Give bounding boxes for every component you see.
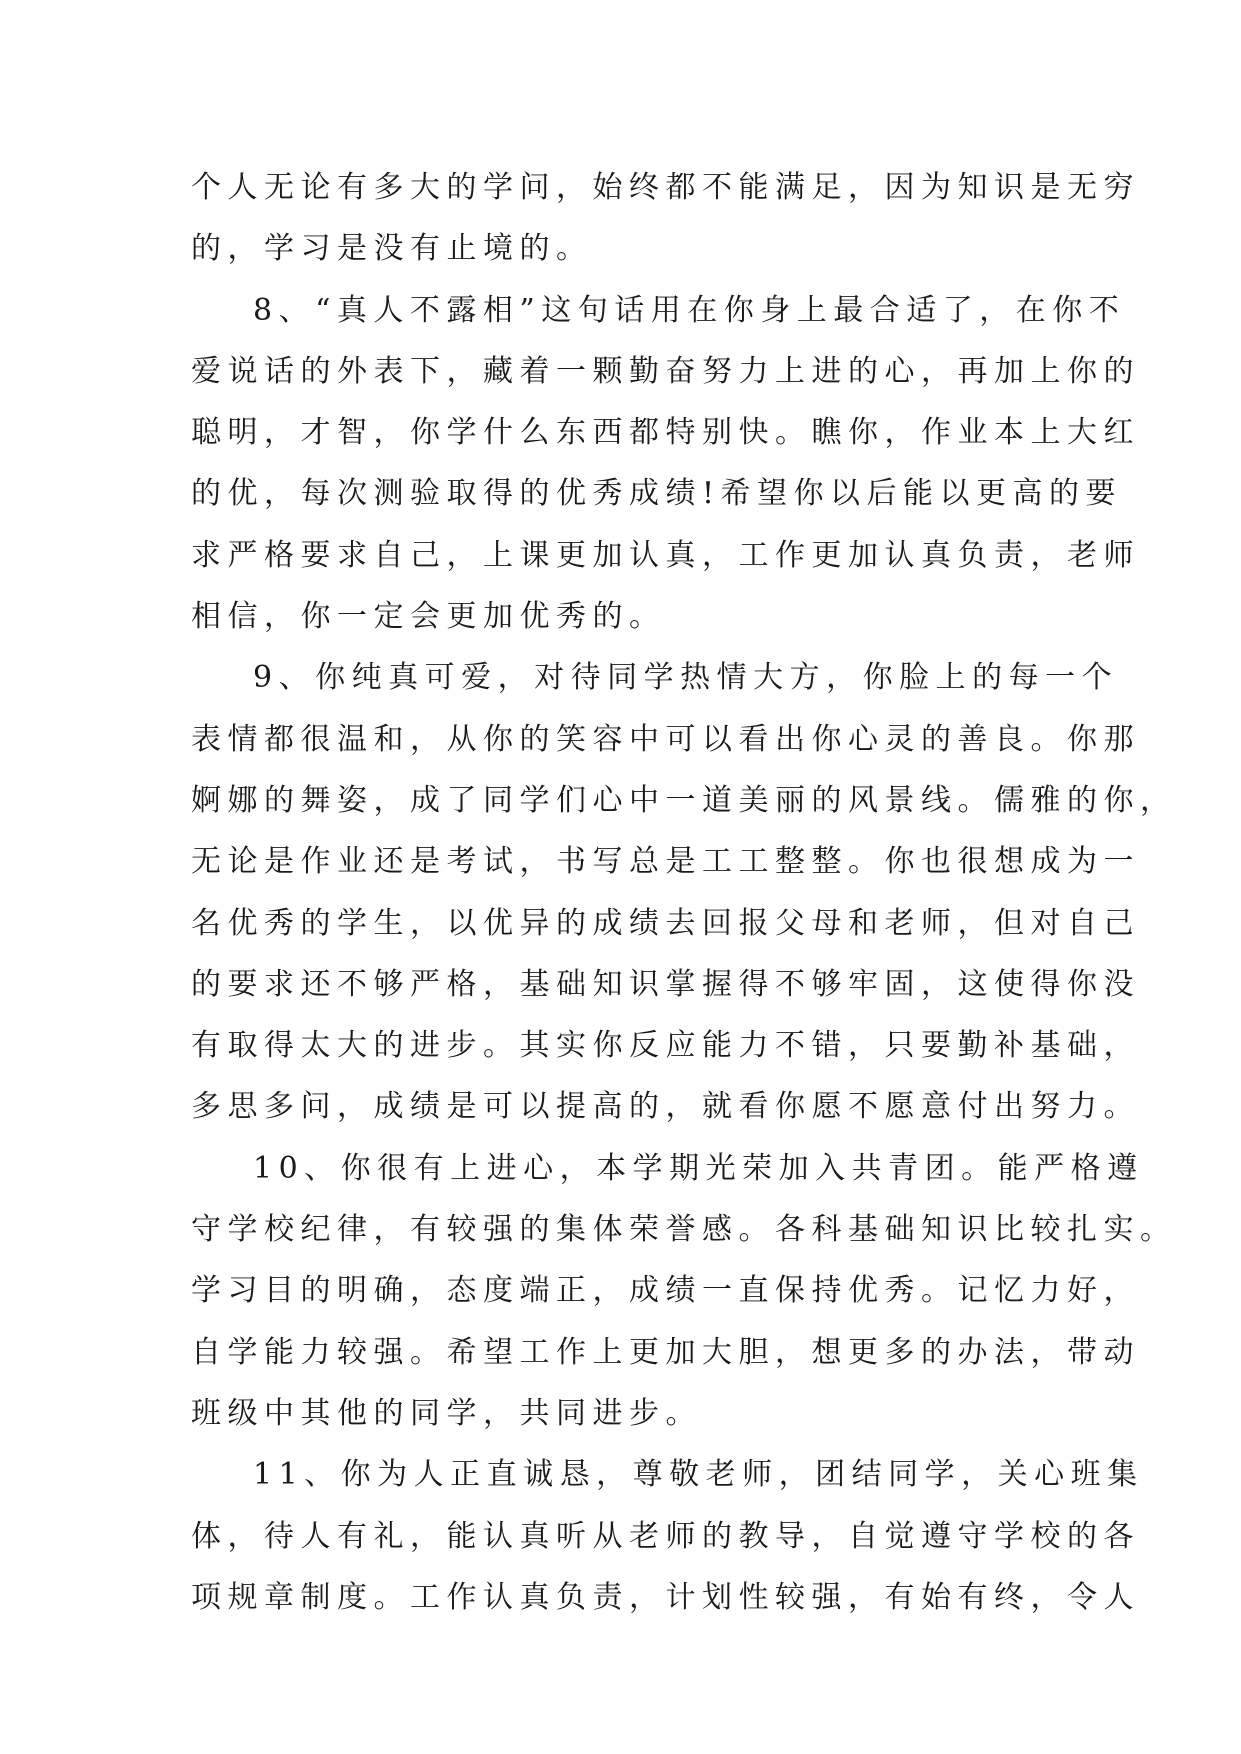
text-line: 有取得太大的进步。其实你反应能力不错，只要勤补基础， bbox=[191, 1028, 1140, 1064]
text-line: 表情都很温和，从你的笑容中可以看出你心灵的善良。你那 bbox=[191, 721, 1140, 757]
text-line: 多思多问，成绩是可以提高的，就看你愿不愿意付出努力。 bbox=[191, 1089, 1140, 1125]
text-line: 的，学习是没有止境的。 bbox=[191, 231, 593, 267]
paragraph-item-11-line: 11、你为人正直诚恳，尊敬老师，团结同学，关心班集 bbox=[253, 1457, 1144, 1493]
text-line: 爱说话的外表下，藏着一颗勤奋努力上进的心，再加上你的 bbox=[191, 353, 1140, 389]
text-line: 项规章制度。工作认真负责，计划性较强，有始有终，令人 bbox=[191, 1579, 1140, 1615]
text-line: 无论是作业还是考试，书写总是工工整整。你也很想成为一 bbox=[191, 844, 1140, 880]
text-line: 婀娜的舞姿，成了同学们心中一道美丽的风景线。儒雅的你， bbox=[191, 782, 1177, 818]
text-line: 相信，你一定会更加优秀的。 bbox=[191, 599, 666, 635]
paragraph-item-10-line: 10、你很有上进心，本学期光荣加入共青团。能严格遵 bbox=[253, 1150, 1144, 1186]
text-line: 学习目的明确，态度端正，成绩一直保持优秀。记忆力好， bbox=[191, 1273, 1140, 1309]
document-body bbox=[191, 157, 1177, 1628]
text-line: 聪明，才智，你学什么东西都特别快。瞧你，作业本上大红 bbox=[191, 415, 1140, 451]
text-line: 求严格要求自己，上课更加认真，工作更加认真负责，老师 bbox=[191, 537, 1140, 573]
text-line: 个人无论有多大的学问，始终都不能满足，因为知识是无穷 bbox=[191, 170, 1140, 205]
text-line: 体，待人有礼，能认真听从老师的教导，自觉遵守学校的各 bbox=[191, 1518, 1140, 1554]
paragraph-item-8-line: 8、“真人不露相”这句话用在你身上最合适了，在你不 bbox=[253, 292, 1126, 328]
text-line: 的要求还不够严格，基础知识掌握得不够牢固，这使得你没 bbox=[191, 966, 1140, 1002]
text-line: 自学能力较强。希望工作上更加大胆，想更多的办法，带动 bbox=[191, 1334, 1140, 1370]
text-line: 的优，每次测验取得的优秀成绩!希望你以后能以更高的要 bbox=[191, 476, 1123, 512]
text-line: 名优秀的学生，以优异的成绩去回报父母和老师，但对自己 bbox=[191, 905, 1140, 941]
paragraph-item-9-line: 9、你纯真可爱，对待同学热情大方，你脸上的每一个 bbox=[253, 660, 1119, 696]
text-line: 守学校纪律，有较强的集体荣誉感。各科基础知识比较扎实。 bbox=[191, 1212, 1177, 1248]
text-line: 班级中其他的同学，共同进步。 bbox=[191, 1395, 702, 1431]
